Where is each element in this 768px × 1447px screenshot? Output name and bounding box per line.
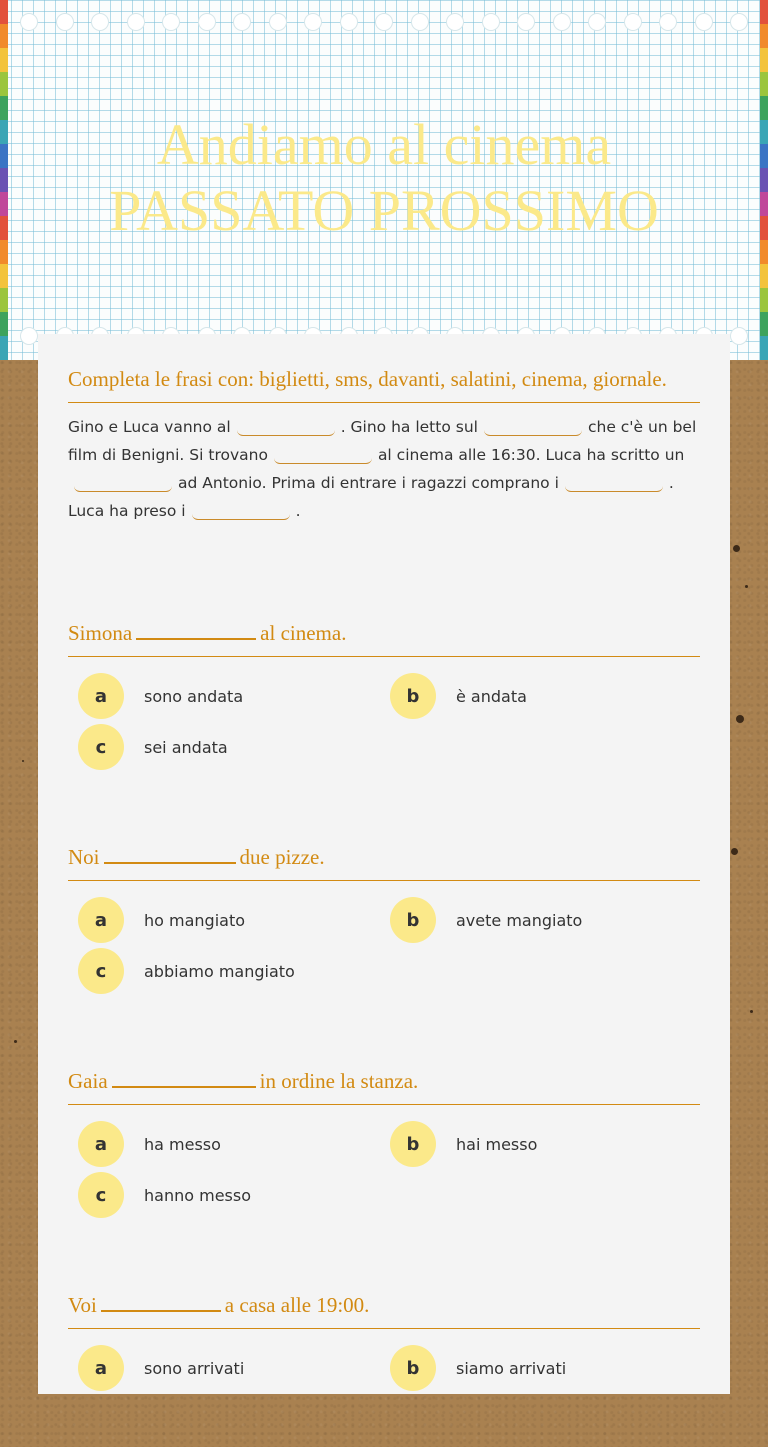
notebook-hole [56, 13, 74, 31]
notebook-hole [588, 13, 606, 31]
option-letter-badge: a [78, 1345, 124, 1391]
paragraph-segment: Gino e Luca vanno al [68, 418, 231, 436]
option-b[interactable] [390, 673, 527, 719]
option-letter-badge: c [78, 724, 124, 770]
stripe-segment [760, 48, 768, 72]
stripe-segment [760, 264, 768, 288]
stripe-segment [760, 336, 768, 360]
header-banner [0, 0, 768, 360]
question-title [68, 620, 700, 657]
option-a[interactable] [78, 673, 243, 719]
notebook-hole [162, 13, 180, 31]
stripe-segment [760, 72, 768, 96]
blank-input-2[interactable] [484, 417, 582, 436]
option-a[interactable] [78, 897, 245, 943]
notebook-hole [446, 13, 464, 31]
notebook-holes-top [20, 13, 748, 31]
notebook-hole [269, 13, 287, 31]
question-text-after: in ordine la stanza. [259, 1069, 419, 1093]
stripe-segment [0, 0, 8, 24]
stripe-segment [0, 288, 8, 312]
option-letter-badge: b [390, 1345, 436, 1391]
question-text-before: Voi [68, 1293, 97, 1317]
question-text-before: Simona [68, 621, 133, 645]
paragraph-segment: ad Antonio. Prima di entrare i ragazzi comprano i [178, 474, 559, 492]
question-title [68, 1292, 700, 1329]
option-b[interactable] [390, 1345, 566, 1391]
answer-options [68, 1345, 700, 1447]
answer-options [68, 673, 700, 775]
stripe-segment [0, 24, 8, 48]
page-title-line1: Andiamo al cinema [156, 112, 612, 177]
page-title [0, 112, 768, 244]
question-title [68, 1068, 700, 1105]
option-a[interactable] [78, 1121, 221, 1167]
blank-input-3[interactable] [274, 445, 372, 464]
notebook-hole [304, 13, 322, 31]
notebook-hole [233, 13, 251, 31]
option-label: hai messo [456, 1134, 538, 1154]
fill-in-exercise [68, 366, 700, 525]
answer-options [68, 1121, 700, 1223]
option-label: ha messo [144, 1134, 221, 1154]
question-3 [68, 1068, 700, 1223]
notebook-hole [553, 13, 571, 31]
question-text-before: Noi [68, 845, 100, 869]
answer-gap [101, 1294, 221, 1312]
answer-options [68, 897, 700, 999]
option-label: è andata [456, 686, 527, 706]
stripe-segment [0, 72, 8, 96]
option-label: ho mangiato [144, 910, 246, 930]
stripe-segment [0, 312, 8, 336]
option-letter-badge: c [78, 1172, 124, 1218]
notebook-hole [20, 327, 38, 345]
notebook-hole [517, 13, 535, 31]
option-b[interactable] [390, 897, 582, 943]
question-2 [68, 844, 700, 999]
blank-input-4[interactable] [74, 473, 172, 492]
exercise-paragraph [68, 413, 700, 525]
option-c[interactable] [78, 1172, 251, 1218]
option-c[interactable] [78, 724, 228, 770]
question-text-after: due pizze. [239, 845, 325, 869]
notebook-hole [411, 13, 429, 31]
option-label: avete mangiato [456, 910, 583, 930]
stripe-segment [760, 288, 768, 312]
answer-gap [136, 622, 256, 640]
option-letter-badge: a [78, 1121, 124, 1167]
option-letter-badge: c [78, 948, 124, 994]
blank-input-1[interactable] [237, 417, 335, 436]
notebook-hole [375, 13, 393, 31]
option-b[interactable] [390, 1121, 537, 1167]
question-text-after: al cinema. [260, 621, 347, 645]
notebook-hole [340, 13, 358, 31]
notebook-hole [482, 13, 500, 31]
page-title-line2: PASSATO PROSSIMO [109, 178, 659, 243]
notebook-hole [624, 13, 642, 31]
option-a[interactable] [78, 1345, 244, 1391]
question-title [68, 844, 700, 881]
question-text-after: a casa alle 19:00. [224, 1293, 370, 1317]
blank-input-6[interactable] [192, 501, 290, 520]
stripe-segment [760, 24, 768, 48]
option-letter-badge: a [78, 673, 124, 719]
answer-gap [104, 846, 236, 864]
stripe-segment [0, 264, 8, 288]
stripe-segment [0, 336, 8, 360]
exercise-instruction: Completa le frasi con: biglietti, sms, davanti, salatini, cinema, giornale. [68, 366, 700, 403]
notebook-hole [730, 327, 748, 345]
blank-input-5[interactable] [565, 473, 663, 492]
option-letter-badge: b [390, 673, 436, 719]
paragraph-segment: che c'è un bel film di Benigni. Si trovano [68, 418, 697, 464]
option-letter-badge: a [78, 897, 124, 943]
paragraph-segment: . [295, 502, 301, 520]
notebook-hole [91, 13, 109, 31]
notebook-hole [20, 13, 38, 31]
question-1 [68, 620, 700, 775]
worksheet-card [38, 334, 730, 1394]
notebook-hole [659, 13, 677, 31]
option-letter-badge: b [390, 897, 436, 943]
option-c[interactable] [78, 948, 295, 994]
option-label: sono andata [144, 686, 244, 706]
paragraph-segment: al cinema alle 16:30. Luca ha scritto un [377, 446, 685, 464]
paragraph-segment: . Gino ha letto sul [340, 418, 478, 436]
question-4 [68, 1292, 700, 1447]
option-label: sono arrivati [144, 1358, 245, 1378]
stripe-segment [760, 0, 768, 24]
notebook-hole [127, 13, 145, 31]
option-letter-badge: b [390, 1121, 436, 1167]
stripe-segment [760, 312, 768, 336]
question-text-before: Gaia [68, 1069, 108, 1093]
notebook-hole [695, 13, 713, 31]
answer-gap [112, 1070, 256, 1088]
notebook-hole [198, 13, 216, 31]
option-label: siamo arrivati [456, 1358, 567, 1378]
option-label: abbiamo mangiato [144, 961, 295, 981]
notebook-hole [730, 13, 748, 31]
option-label: hanno messo [144, 1185, 251, 1205]
stripe-segment [0, 48, 8, 72]
option-label: sei andata [144, 737, 228, 757]
paragraph-segment: . Luca ha preso i [68, 474, 674, 520]
